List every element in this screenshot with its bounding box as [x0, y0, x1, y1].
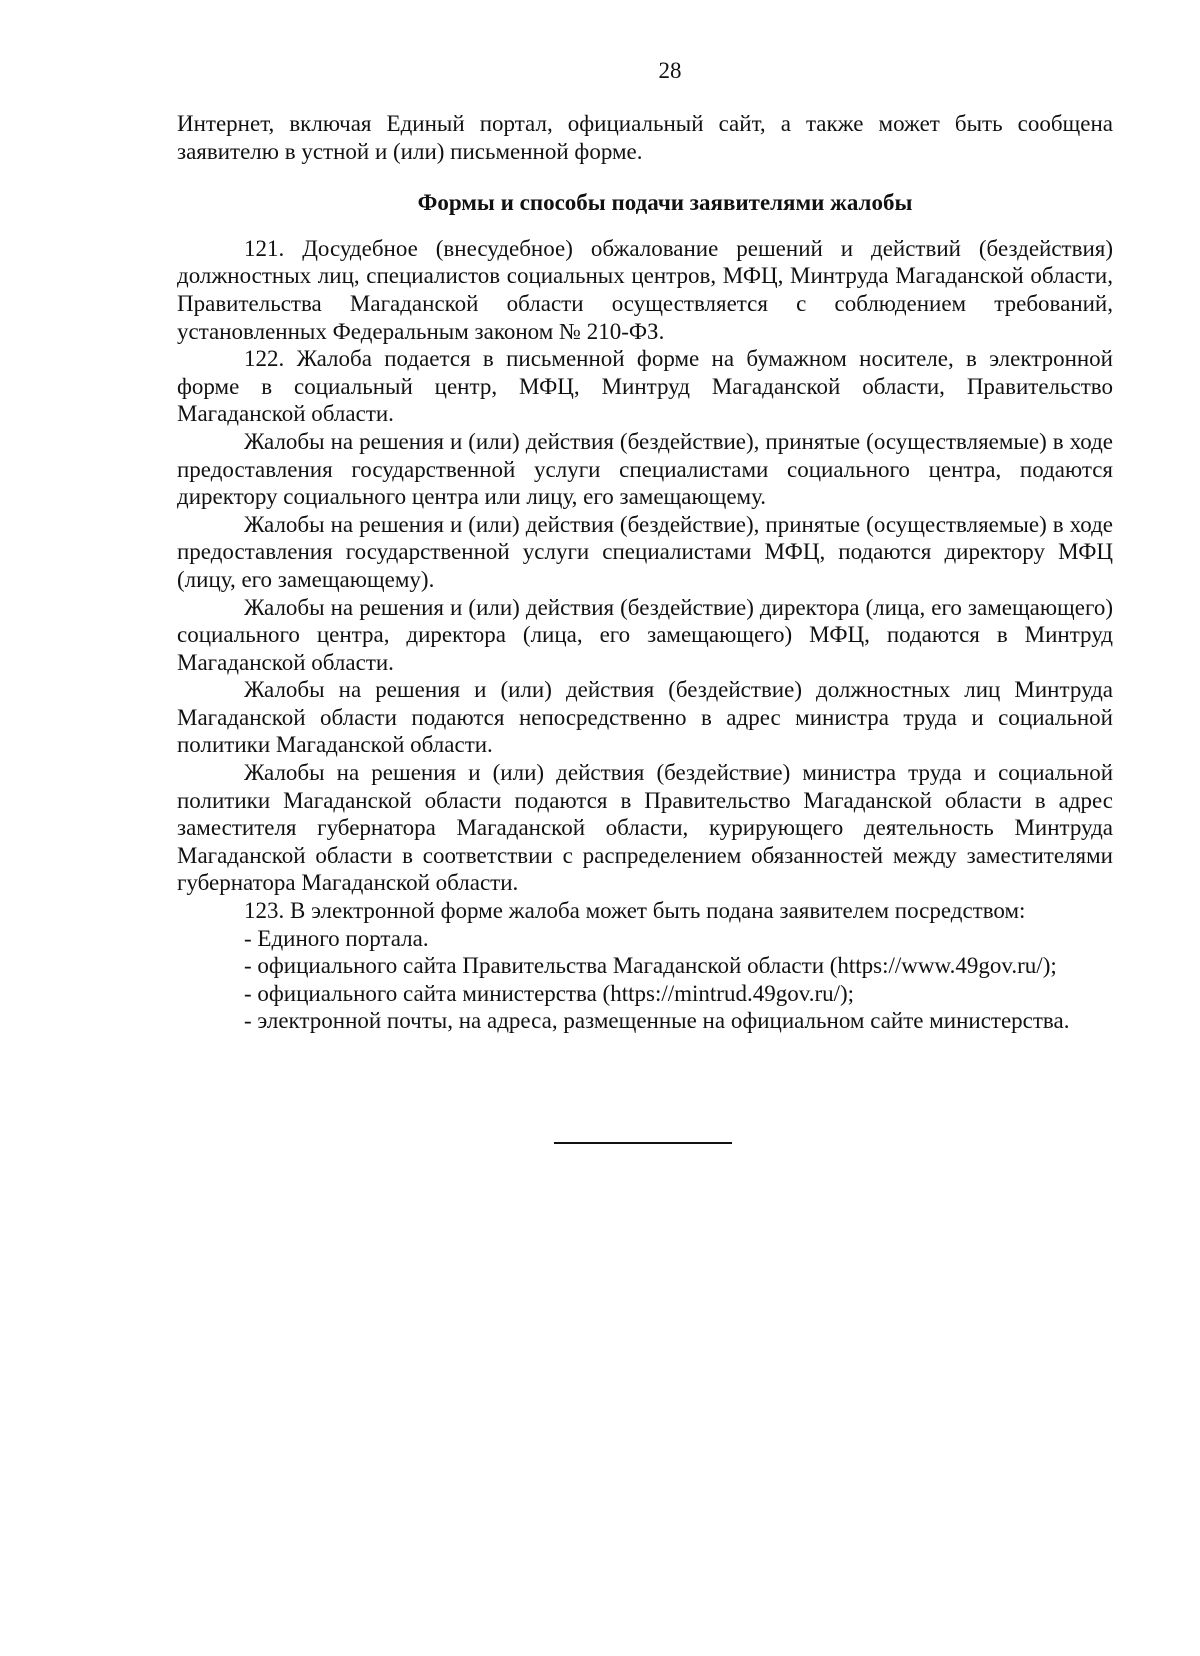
paragraph-ministry-officials-complaints: Жалобы на решения и (или) действия (бездействие) должностных лиц Минтруда Магаданской области подаются непосредственно в адрес министра труда и социальной политики Магаданской области. [177, 677, 1113, 758]
closing-divider [554, 1142, 732, 1144]
section-heading: Формы и способы подачи заявителями жалобы [417, 190, 913, 216]
paragraph-123: 123. В электронной форме жалоба может быть подана заявителем посредством: [244, 898, 1026, 924]
list-item-ministry-site: - официального сайта министерства (https://mintrud.49gov.ru/); [244, 980, 855, 1006]
list-item-government-site: - официального сайта Правительства Магаданской области (https://www.49gov.ru/); [244, 953, 1057, 979]
intro-paragraph: Интернет, включая Единый портал, официальный сайт, а также может быть сообщена заявителю в устной и (или) письменной форме. [177, 111, 1113, 164]
paragraph-122: 122. Жалоба подается в письменной форме на бумажном носителе, в электронной форме в социальный центр, МФЦ, Минтруд Магаданской области, Правительство Магаданской области. [177, 346, 1113, 427]
paragraph-social-center-complaints: Жалобы на решения и (или) действия (бездействие), принятые (осуществляемые) в ходе предоставления государственной услуги специалистами социального центра, подаются директору социального центра или лицу, его замещающему. [177, 428, 1113, 510]
document-body [177, 110, 1113, 1035]
paragraph-121: 121. Досудебное (внесудебное) обжалование решений и действий (бездействия) должностных лиц, специалистов социальных центров, МФЦ, Минтруда Магаданской области, Правительства Магаданской области осуществляется с соблюдением требований, установленных Федеральным законом № 210-ФЗ. [177, 235, 1113, 344]
list-item-portal: - Единого портала. [244, 925, 429, 951]
paragraph-minister-complaints: Жалобы на решения и (или) действия (бездействие) министра труда и социальной политики Магаданской области подаются в Правительство Магаданской области в адрес заместителя губернатора Магаданской области, курирующего деятельность Минтруда Магаданской области в соответствии с распределением обязанностей между заместителями губернатора Магаданской области. [177, 760, 1113, 896]
paragraph-mfc-complaints: Жалобы на решения и (или) действия (бездействие), принятые (осуществляемые) в ходе предоставления государственной услуги специалистами МФЦ, подаются директору МФЦ (лицу, его замещающему). [177, 511, 1113, 592]
paragraph-director-complaints: Жалобы на решения и (или) действия (бездействие) директора (лица, его замещающего) социального центра, директора (лица, его замещающего) МФЦ, подаются в Минтруд Магаданской области. [177, 594, 1113, 675]
page-number: 28 [658, 58, 682, 83]
list-item-email: - электронной почты, на адреса, размещенные на официальном сайте министерства. [244, 1008, 1070, 1034]
